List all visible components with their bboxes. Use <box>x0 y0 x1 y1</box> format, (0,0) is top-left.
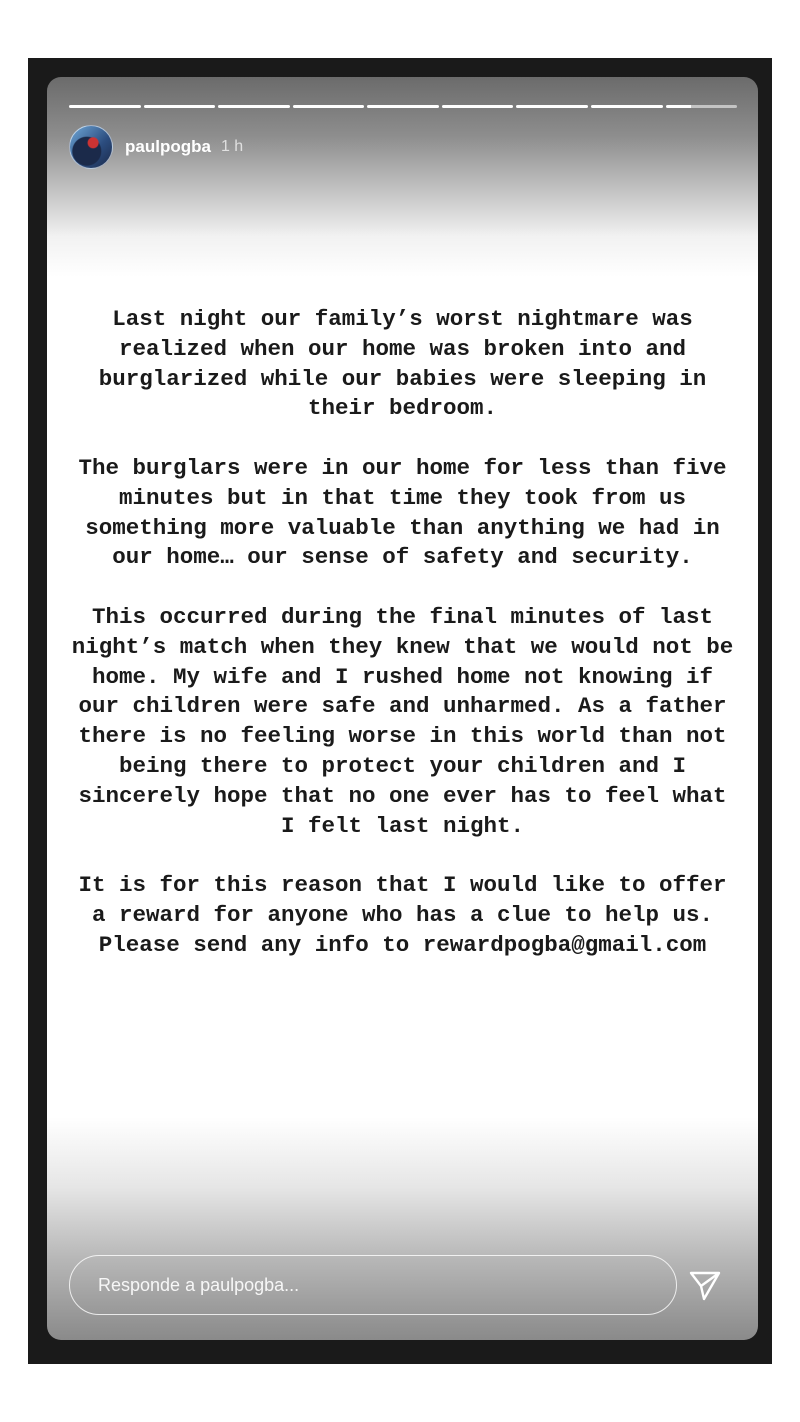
paragraph: The burglars were in our home for less than five minutes but in that time they took from us something more valuable than anything we had in our home… our sense of safety and security. <box>78 454 727 571</box>
reply-placeholder: Responde a paulpogba... <box>98 1274 300 1295</box>
progress-segment <box>218 105 290 108</box>
progress-segment <box>144 105 216 108</box>
story-viewer[interactable] <box>47 77 758 1340</box>
progress-segment <box>516 105 588 108</box>
reply-input[interactable] <box>69 1255 677 1315</box>
paragraph: Last night our family’s worst nightmare was realized when our home was broken into and burglarized while our babies were sleeping in their bedroom. <box>98 306 707 422</box>
avatar[interactable] <box>69 125 113 169</box>
paragraph: This occurred during the final minutes of last night’s match when they knew that we would not be home. My wife and I rushed home not knowing if our children were safe and unharmed. As a father there is no feeling worse in this world than not being there to protect your children and I sincerely hope that no one ever has to feel what I felt last night. <box>71 603 734 839</box>
timestamp: 1 h <box>220 138 244 155</box>
story-header <box>69 124 243 170</box>
progress-segment <box>69 105 141 108</box>
username[interactable]: paulpogba <box>125 137 211 156</box>
progress-segment <box>367 105 439 108</box>
send-icon[interactable] <box>687 1267 723 1303</box>
progress-segment <box>591 105 663 108</box>
story-progress-bar <box>69 105 737 108</box>
progress-segment-current <box>666 105 738 108</box>
progress-segment <box>442 105 514 108</box>
progress-segment <box>293 105 365 108</box>
story-text <box>67 305 738 990</box>
paragraph: It is for this reason that I would like to offer a reward for anyone who has a clue to help us. Please send any info to rewardpogba@gmail.com <box>78 872 727 958</box>
